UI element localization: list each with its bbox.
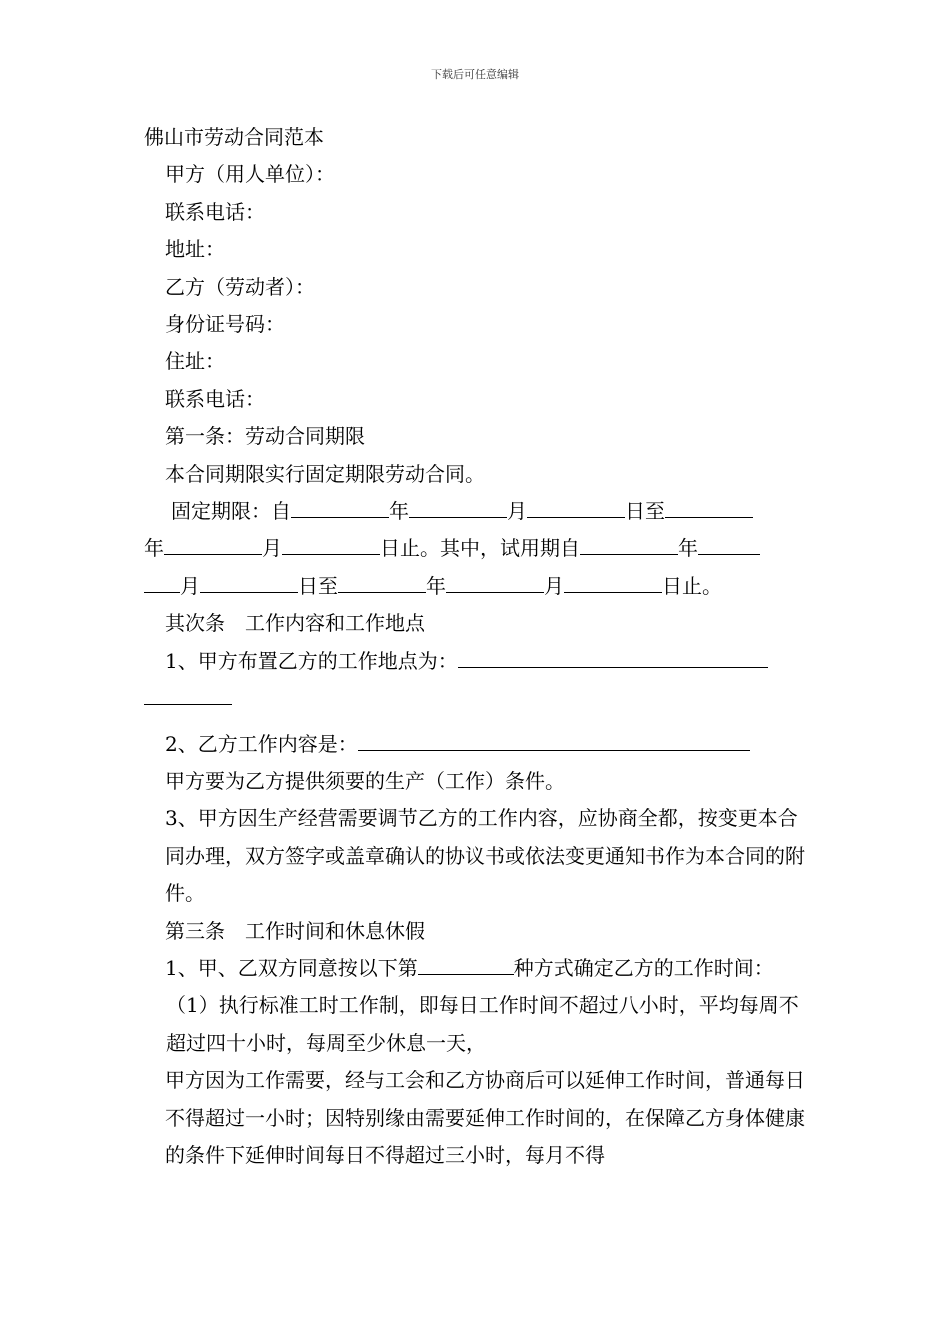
article-2-item-2: [144, 726, 806, 763]
page-header-note: 下载后可任意编辑: [431, 68, 519, 81]
term-line-3: [144, 568, 806, 605]
term-prefix: 固定期限：自: [171, 499, 291, 524]
work-location-blank-continued[interactable]: [144, 680, 232, 705]
term-month: 月: [507, 499, 527, 524]
party-a-label: 甲方（用人单位）：: [165, 162, 335, 187]
work-location-blank[interactable]: [458, 643, 768, 668]
blank-field[interactable]: [338, 568, 426, 593]
term-month: 月: [262, 536, 282, 561]
term-day-to: 日至: [625, 499, 665, 524]
contract-document: [144, 119, 806, 1174]
article-2-item-1: [144, 643, 806, 680]
blank-field[interactable]: [282, 530, 380, 555]
term-year: 年: [144, 536, 164, 561]
term-line-1: [144, 493, 806, 530]
party-a-phone-label: 联系电话：: [165, 199, 265, 224]
party-b-phone-label: 联系电话：: [165, 386, 265, 411]
term-year: 年: [426, 573, 446, 598]
term-year: 年: [389, 499, 409, 524]
term-day-end: 日止。其中，试用期自: [380, 536, 580, 561]
term-line-2: [144, 530, 806, 567]
blank-field[interactable]: [200, 568, 298, 593]
party-b-address-label: 住址：: [165, 349, 225, 374]
work-location-label: 1、甲方布置乙方的工作地点为：: [165, 648, 458, 673]
article-3-title: 第三条 工作时间和休息休假: [165, 918, 425, 943]
blank-field[interactable]: [446, 568, 544, 593]
work-content-blank[interactable]: [358, 726, 750, 751]
article-3-paragraph-2: 甲方因为工作需要，经与工会和乙方协商后可以延伸工作时间，普通每日不得超过一小时；因特别缘由需要延伸工作时间的，在保障乙方身体健康的条件下延伸时间每日不得超过三小时，每月不得: [165, 1068, 805, 1167]
article-2-title: 其次条 工作内容和工作地点: [165, 611, 425, 636]
blank-field[interactable]: [527, 493, 625, 518]
term-day-stop: 日止。: [662, 573, 722, 598]
blank-field[interactable]: [144, 568, 180, 593]
article-2-item-3: 3、甲方因生产经营需要调节乙方的工作内容，应协商全都，按变更本合同办理，双方签字或盖章确认的协议书或依法变更通知书作为本合同的附件。: [165, 806, 805, 906]
article-1-title: 第一条：劳动合同期限: [165, 424, 365, 449]
spacer: [144, 718, 806, 726]
blank-field[interactable]: [580, 530, 678, 555]
term-year: 年: [678, 536, 698, 561]
article-3-item-1: [144, 950, 806, 987]
article-2-paragraph: 甲方要为乙方提供须要的生产（工作）条件。: [165, 768, 565, 793]
term-month: 月: [544, 573, 564, 598]
party-a-address-label: 地址：: [165, 237, 225, 262]
work-time-option-blank[interactable]: [418, 950, 514, 975]
blank-field[interactable]: [291, 493, 389, 518]
article-3-sub-1: （1）执行标准工时工作制，即每日工作时间不超过八小时，平均每周不超过四十小时，每周至少休息一天，: [166, 993, 799, 1055]
blank-field[interactable]: [409, 493, 507, 518]
party-b-id-label: 身份证号码：: [165, 312, 285, 337]
blank-field[interactable]: [698, 530, 760, 555]
article-1-paragraph: 本合同期限实行固定期限劳动合同。: [165, 461, 485, 486]
term-month: 月: [180, 573, 200, 598]
term-day-to: 日至: [298, 573, 338, 598]
article-2-item-1-continuation: [144, 680, 806, 717]
work-time-label-b: 种方式确定乙方的工作时间：: [513, 955, 774, 980]
blank-field[interactable]: [164, 530, 262, 555]
work-content-label: 2、乙方工作内容是：: [165, 731, 358, 756]
work-time-label-a: 1、甲、乙双方同意按以下第: [165, 955, 418, 980]
document-title: 佛山市劳动合同范本: [144, 125, 324, 149]
party-b-label: 乙方（劳动者）：: [165, 274, 315, 299]
blank-field[interactable]: [665, 493, 753, 518]
blank-field[interactable]: [564, 568, 662, 593]
